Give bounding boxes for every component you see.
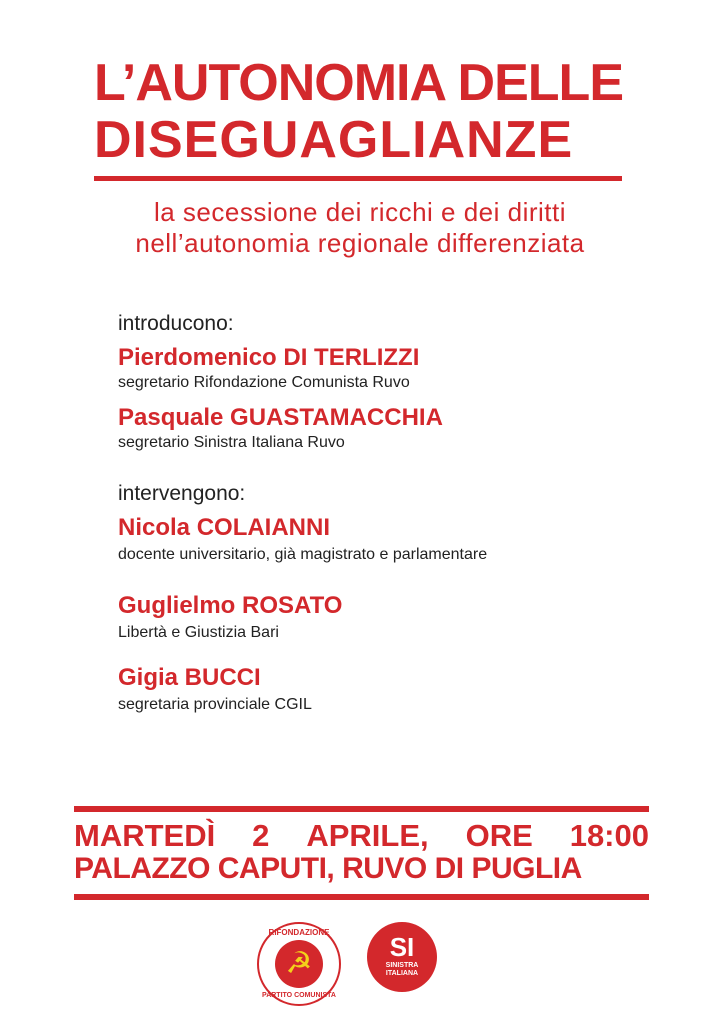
hammer-sickle-icon: ☭ [275,940,323,988]
interventions-label: intervengono: [118,482,246,505]
event-date-day: MARTEDÌ [74,818,216,853]
event-place: PALAZZO CAPUTI, RUVO DI PUGLIA [74,852,582,885]
si-logo-text [367,962,437,978]
rifondazione-logo-bottom-text: PARTITO COMUNISTA [262,992,336,999]
rifondazione-logo [257,922,341,1006]
rifondazione-logo-top-text: RIFONDAZIONE [268,928,330,937]
title-divider [94,176,622,181]
speaker-name: Pierdomenico DI TERLIZZI [118,344,420,371]
title-line-2: DISEGUAGLIANZE [94,111,574,169]
event-date-ore: ORE [465,818,533,853]
si-logo-text-2: ITALIANA [385,970,419,977]
event-date [74,818,649,854]
speaker-name: Nicola COLAIANNI [118,514,331,541]
speaker-role: Libertà e Giustizia Bari [118,624,279,641]
subtitle-line-1: la secessione dei ricchi e dei diritti [153,197,567,227]
si-mark: SI [389,932,415,962]
speaker-name: Pasquale GUASTAMACCHIA [118,404,443,431]
speaker-role: docente universitario, già magistrato e parlamentare [118,546,488,563]
event-divider-bottom [74,894,649,900]
speaker-name: Guglielmo ROSATO [118,592,343,619]
subtitle-line-2: nell’autonomia regionale differenziata [135,228,585,258]
speaker-name: Gigia BUCCI [118,664,261,691]
speaker-role: segretario Rifondazione Comunista Ruvo [118,374,410,391]
intro-label: introducono: [118,312,234,335]
event-date-month: APRILE, [306,818,429,853]
sinistra-italiana-logo [367,922,437,992]
event-date-time: 18:00 [569,818,649,853]
event-divider-top [74,806,649,812]
event-date-number: 2 [252,818,270,853]
si-logo-text-1: SINISTRA [385,962,419,969]
title-line-1: L’AUTONOMIA DELLE [94,54,623,112]
speaker-role: segretaria provinciale CGIL [118,696,312,713]
speaker-role: segretario Sinistra Italiana Ruvo [118,434,345,451]
